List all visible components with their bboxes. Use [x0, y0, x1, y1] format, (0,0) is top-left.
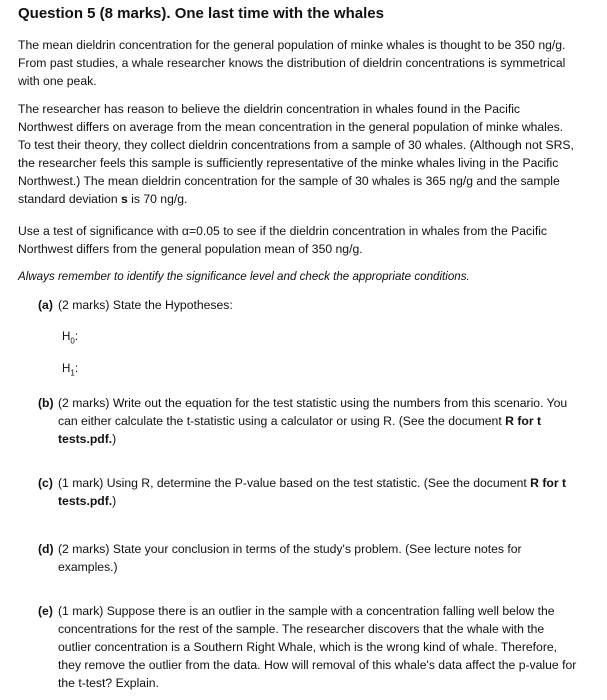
task-paragraph: Use a test of significance with α=0.05 to see if the dieldrin concentration in whales from the Pacific Northwest differs from the general population mean of 350 ng/g.	[18, 224, 548, 256]
question-c-label: (c)	[38, 476, 53, 490]
question-b-label: (b)	[38, 396, 54, 410]
scenario-text: The researcher has reason to believe the dieldrin concentration in whales found in the Pacific Northwest differs on average from the mean concentration in the general population of minke whales. To test their theory, they collect dieldrin concentrations from a sample of 30 whales. (Although not SRS, the researcher feels this sample is sufficiently representative of the minke whales living in the Pacific Northwest.) The mean dieldrin concentration for the sample of 30 whales is 365 ng/g and the sample standard deviation	[18, 102, 574, 206]
question-a-text: (2 marks) State the Hypotheses:	[58, 298, 233, 312]
question-b-text: (2 marks) Write out the equation for the test statistic using the numbers from this scenario. You can either calculate the t-statistic using a calculator or using R. (See the document R for t tests.pdf.)	[58, 396, 568, 446]
question-d-label: (d)	[38, 542, 54, 556]
question-e-label: (e)	[38, 604, 53, 618]
question-d	[38, 540, 578, 576]
question-a-label: (a)	[38, 298, 53, 312]
question-c-text: (1 mark) Using R, determine the P-value based on the test statistic. (See the document R for t tests.pdf.)	[58, 476, 567, 508]
sd-value: is 70 ng/g.	[127, 192, 188, 206]
question-e	[38, 602, 578, 692]
scenario-paragraph	[18, 100, 578, 208]
null-hypothesis-label: $H_0$:	[62, 330, 79, 346]
question-d-text: (2 marks) State your conclusion in terms of the study's problem. (See lecture notes for examples.)	[58, 542, 522, 574]
question-title: Question 5 (8 marks). One last time with the whales	[18, 5, 384, 22]
alt-hypothesis-label: $H_1$:	[62, 362, 79, 378]
question-c	[38, 474, 578, 510]
instruction-note: Always remember to identify the significance level and check the appropriate conditions.	[18, 270, 470, 283]
intro-paragraph: The mean dieldrin concentration for the general population of minke whales is thought to be 350 ng/g. From past studies, a whale researcher knows the distribution of dieldrin concentrations is symmetrical with one peak.	[18, 38, 566, 88]
question-e-text: (1 mark) Suppose there is an outlier in the sample with a concentration falling well below the concentrations for the rest of the sample. The researcher discovers that the whale with the outlier concentration is a Southern Right Whale, which is the wrong kind of whale. Therefore, they remove the outlier from the data. How will removal of this whale's data affect the p-value for the t-test? Explain.	[58, 604, 577, 690]
sd-symbol: s	[121, 192, 128, 206]
question-b	[38, 394, 578, 448]
question-a	[38, 296, 578, 314]
